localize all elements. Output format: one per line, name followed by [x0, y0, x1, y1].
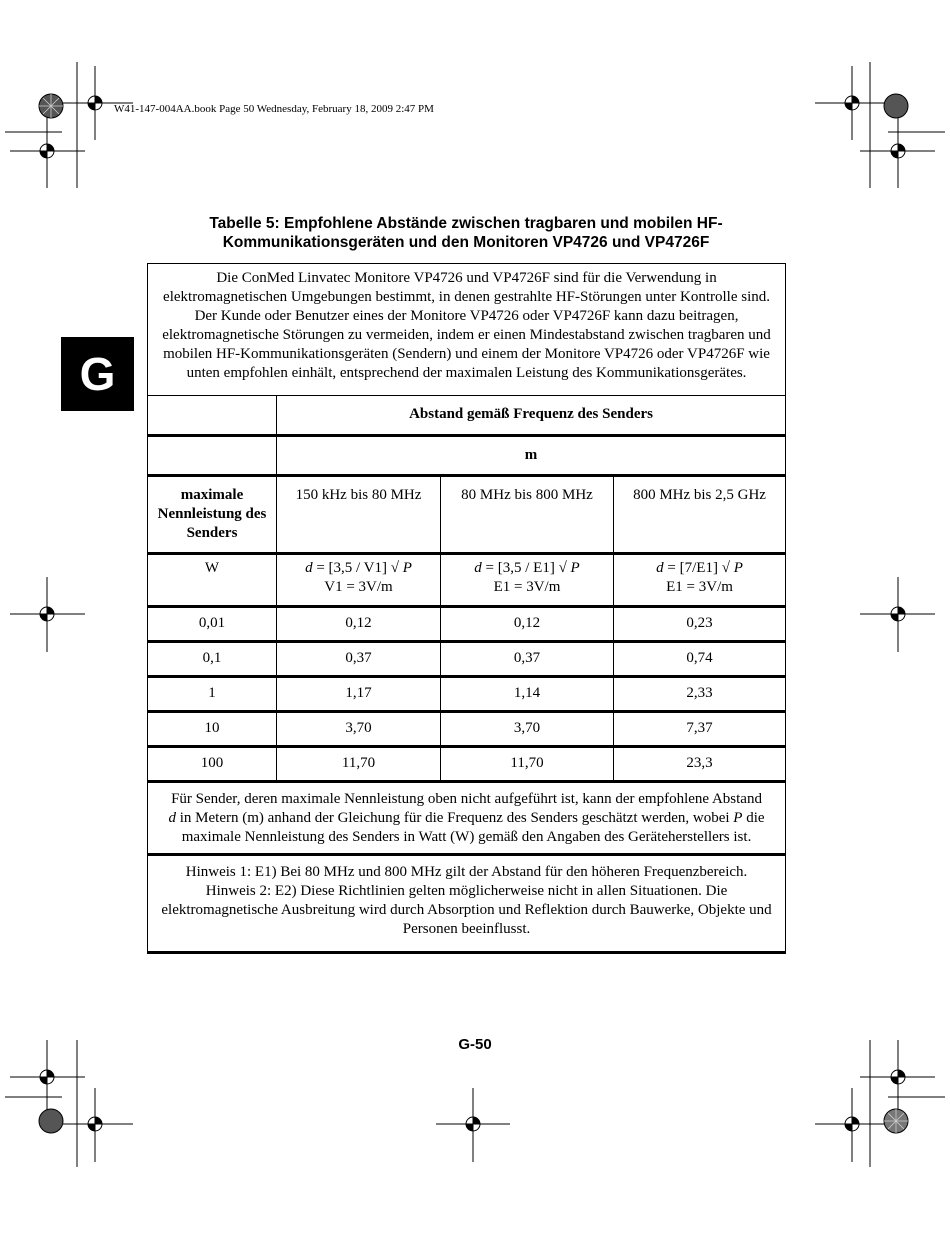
hint-2: Hinweis 2: E2) Diese Richtlinien gelten möglicherweise nicht in allen Situationen. Die elektromagnetische Ausbreitung wird durch Absorption und Reflektion durch Bauwerke, Objekte und Personen beeinflusst.	[161, 883, 772, 937]
note-text: die maximale Nennleistung des Senders in Watt (W) gemäß den Angaben des Geräteherstellers ist.	[181, 810, 765, 845]
formula-cell-2	[441, 554, 614, 607]
note-text: Für Sender, deren maximale Nennleistung oben nicht aufgeführt ist, kann der empfohlene Abstand	[171, 791, 762, 807]
table-row	[148, 712, 786, 747]
power-cell: 1	[148, 677, 277, 712]
formula-var-p: P	[733, 560, 743, 576]
distance-cell: 2,33	[614, 677, 786, 712]
distance-cell: 7,37	[614, 712, 786, 747]
sqrt-icon: √	[558, 560, 567, 576]
table-row	[148, 677, 786, 712]
sqrt-icon: √	[721, 560, 730, 576]
distance-cell: 0,12	[277, 607, 441, 642]
formula-eq: = [3,5 / E1]	[481, 560, 559, 576]
distance-cell: 23,3	[614, 747, 786, 782]
span-header: Abstand gemäß Frequenz des Senders	[277, 396, 786, 436]
distance-cell: 0,12	[441, 607, 614, 642]
unit-header: m	[277, 436, 786, 476]
distance-cell: 0,37	[441, 642, 614, 677]
freq-150khz-header: 150 kHz bis 80 MHz	[277, 476, 441, 554]
note-text: in Metern (m) anhand der Gleichung für die Frequenz des Senders geschätzt werden, wobei	[175, 810, 734, 826]
distance-cell: 11,70	[277, 747, 441, 782]
distance-cell: 1,14	[441, 677, 614, 712]
distance-cell: 0,23	[614, 607, 786, 642]
power-cell: 0,1	[148, 642, 277, 677]
formula-var-d: d	[656, 560, 664, 576]
power-unit-cell: W	[148, 554, 277, 607]
table-title-line1: Tabelle 5: Empfohlene Abstände zwischen tragbaren und mobilen HF-	[209, 215, 723, 232]
power-cell: 100	[148, 747, 277, 782]
distance-cell: 3,70	[441, 712, 614, 747]
power-column-header: maximale Nennleistung des Senders	[148, 476, 277, 554]
empty-header-cell	[148, 396, 277, 436]
table-title	[147, 214, 785, 252]
formula-var-p: P	[570, 560, 580, 576]
note-var-d: d	[168, 810, 176, 826]
distance-cell: 0,37	[277, 642, 441, 677]
formula-condition: E1 = 3V/m	[493, 579, 561, 595]
formula-condition: V1 = 3V/m	[324, 579, 393, 595]
formula-var-p: P	[402, 560, 412, 576]
footnote-formula-note	[148, 782, 786, 855]
footnote-hints	[148, 855, 786, 953]
note-var-p: P	[733, 810, 743, 826]
power-cell: 10	[148, 712, 277, 747]
formula-var-d: d	[305, 560, 313, 576]
table-row	[148, 642, 786, 677]
freq-800mhz-header: 800 MHz bis 2,5 GHz	[614, 476, 786, 554]
print-header-line: W41-147-004AA.book Page 50 Wednesday, February 18, 2009 2:47 PM	[114, 103, 434, 115]
formula-condition: E1 = 3V/m	[666, 579, 733, 595]
chapter-letter: G	[79, 348, 116, 400]
hint-1: Hinweis 1: E1) Bei 80 MHz und 800 MHz gilt der Abstand für den höheren Frequenzbereich.	[185, 864, 748, 880]
formula-cell-1	[277, 554, 441, 607]
chapter-tab	[61, 337, 134, 411]
table-row	[148, 747, 786, 782]
empty-unit-cell	[148, 436, 277, 476]
distance-cell: 3,70	[277, 712, 441, 747]
formula-cell-3	[614, 554, 786, 607]
formula-eq: = [3,5 / V1]	[312, 560, 391, 576]
formula-eq: = [7/E1]	[663, 560, 722, 576]
power-cell: 0,01	[148, 607, 277, 642]
page-number: G-50	[458, 1036, 492, 1053]
distance-cell: 0,74	[614, 642, 786, 677]
freq-80mhz-header: 80 MHz bis 800 MHz	[441, 476, 614, 554]
formula-var-d: d	[474, 560, 482, 576]
distance-cell: 11,70	[441, 747, 614, 782]
distance-table	[147, 263, 786, 954]
distance-cell: 1,17	[277, 677, 441, 712]
table-row	[148, 607, 786, 642]
table-title-line2: Kommunikationsgeräten und den Monitoren VP4726 und VP4726F	[222, 234, 710, 251]
sqrt-icon: √	[390, 560, 399, 576]
table-intro-text: Die ConMed Linvatec Monitore VP4726 und VP4726F sind für die Verwendung in elektromagnetischen Umgebungen bestimmt, in denen gestrahlte HF-Störungen unter Kontrolle sind. Der Kunde oder Benutzer eines der Monitore VP4726 oder VP4726F kann dazu beitragen, elektromagnetische Störungen zu vermeiden, indem er einen Mindestabstand zwischen tragbaren und mobilen HF-Kommunikationsgeräten (Sendern) und einem der Monitore VP4726 oder VP4726F wie unten empfohlen einhält, entsprechend der maximalen Leistung des Kommunikationsgerätes.	[148, 264, 786, 396]
